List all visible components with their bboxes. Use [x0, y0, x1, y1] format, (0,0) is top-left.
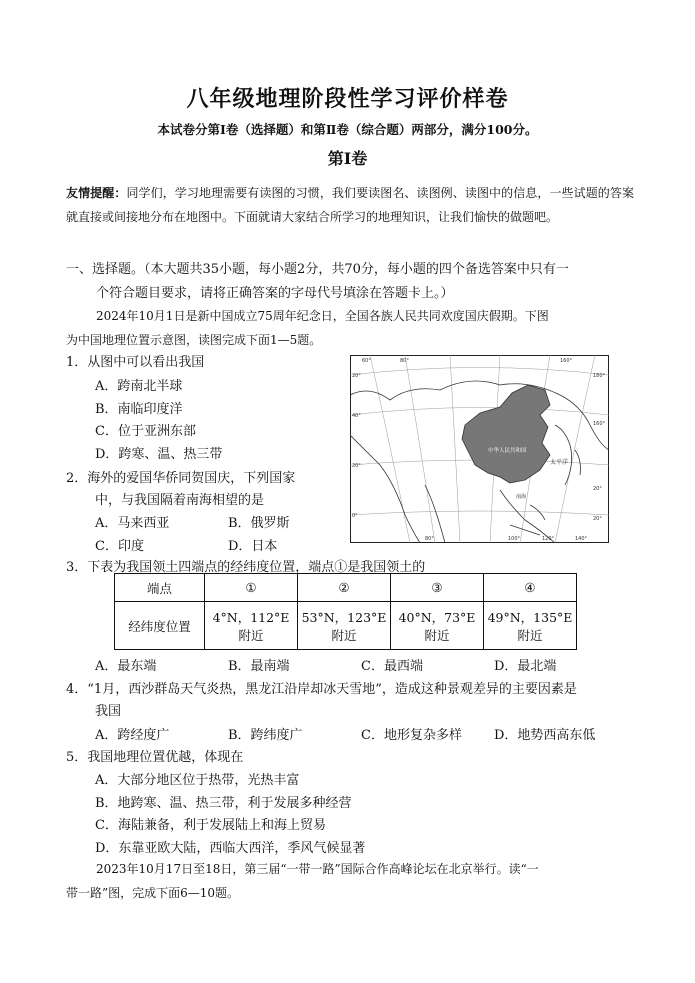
context2-line1: 2023年10月17日至18日，第三届“一带一路”国际合作高峰论坛在北京举行。读“一	[96, 862, 539, 876]
table-point-3: ③	[391, 574, 484, 602]
q3-stem: 3．下表为我国领土四端点的经纬度位置，端点①是我国领土的	[66, 560, 426, 575]
q5-option-a: A．大部分地区位于热带，光热丰富	[95, 773, 300, 788]
q5-option-b: B．地跨寒、温、热三带，利于发展多种经营	[95, 796, 352, 811]
tick-bottom-120: 120°	[542, 536, 555, 542]
reminder-text: 同学们，学习地理需要有读图的习惯，我们要读图名、读图例、读图中的信息，一些试题的答案就直接或间接地分布在地图中。下面就请大家结合所学习的地理知识，让我们愉快的做题吧。	[66, 186, 634, 224]
page-title: 八年级地理阶段性学习评价样卷	[186, 86, 509, 112]
tick-top-60: 60°	[362, 358, 371, 364]
q2-option-a: A．马来西亚	[95, 516, 170, 531]
section-title: 第Ⅰ卷	[327, 149, 368, 168]
q3-option-d: D．最北端	[494, 659, 557, 674]
extreme-points-table	[114, 573, 577, 650]
map-label-south-sea: 南海	[516, 494, 527, 500]
coord-value: 40°N，73°E	[398, 609, 476, 625]
q2-option-c: C．印度	[95, 539, 144, 554]
table-coord-1	[205, 602, 298, 650]
part1-heading-line1: 一、选择题。（本大题共35小题，每小题2分，共70分，每小题的四个备选答案中只有一	[66, 262, 569, 277]
table-coord-2	[298, 602, 391, 650]
q4-option-a: A．跨经度广	[95, 728, 170, 743]
table-point-4: ④	[484, 574, 577, 602]
table-coord-4	[484, 602, 577, 650]
q4-option-b: B．跨纬度广	[228, 728, 303, 743]
q4-stem-line1: 4．“1月，西沙群岛天气炎热，黑龙江沿岸却冰天雪地”，造成这种景观差异的主要因素是	[66, 682, 577, 697]
paper-subtitle: 本试卷分第Ⅰ卷（选择题）和第Ⅱ卷（综合题）两部分，满分100分。	[157, 122, 538, 137]
tick-top-160: 160°	[560, 358, 573, 364]
q5-stem: 5．我国地理位置优越，体现在	[66, 750, 244, 765]
q2-option-d: D．日本	[228, 539, 278, 554]
table-point-1: ①	[205, 574, 298, 602]
tick-right-20b: 20°	[593, 516, 602, 522]
q1-option-b: B．南临印度洋	[95, 402, 183, 417]
tick-bottom-80: 80°	[425, 536, 434, 542]
tick-right-180: 180°	[593, 373, 606, 379]
q5-option-d: D．东靠亚欧大陆，西临大西洋，季风气候显著	[95, 841, 366, 856]
coord-value: 4°N，112°E	[212, 609, 290, 625]
coord-value: 49°N，135°E	[487, 609, 573, 625]
china-location-map	[350, 355, 609, 543]
tick-left-20b: 20°	[352, 463, 361, 469]
tick-left-0: 0°	[352, 513, 358, 519]
q2-option-b: B．俄罗斯	[228, 516, 290, 531]
q4-stem-line2: 我国	[95, 704, 122, 719]
tick-bottom-140: 140°	[575, 536, 588, 542]
coord-suffix: 附近	[238, 627, 264, 643]
context2-line2: 带一路”图，完成下面6—10题。	[66, 886, 240, 900]
q3-option-a: A．最东端	[95, 659, 157, 674]
table-point-2: ②	[298, 574, 391, 602]
friendly-reminder	[66, 181, 634, 229]
coord-suffix: 附近	[517, 627, 543, 643]
map-label-pacific: 太平洋	[550, 459, 569, 466]
table-row	[115, 574, 577, 602]
table-row	[115, 602, 577, 650]
coord-value: 53°N，123°E	[301, 609, 387, 625]
q2-stem-line2: 中，与我国隔着南海相望的是	[95, 493, 265, 508]
coord-suffix: 附近	[424, 627, 450, 643]
q1-option-d: D．跨寒、温、热三带	[95, 447, 223, 462]
tick-top-80: 80°	[400, 358, 409, 364]
tick-bottom-100: 100°	[508, 536, 521, 542]
q5-option-c: C．海陆兼备，利于发展陆上和海上贸易	[95, 818, 326, 833]
table-row-label: 经纬度位置	[115, 602, 205, 650]
context1-line1: 2024年10月1日是新中国成立75周年纪念日，全国各族人民共同欢度国庆假期。下图	[96, 309, 549, 323]
q4-option-c: C．地形复杂多样	[361, 728, 462, 743]
q1-stem: 1．从图中可以看出我国	[66, 355, 205, 370]
table-coord-3	[391, 602, 484, 650]
tick-right-20a: 20°	[593, 486, 602, 492]
tick-right-160: 160°	[593, 421, 606, 427]
q4-option-d: D．地势西高东低	[494, 728, 596, 743]
map-label-china: 中华人民共和国	[488, 448, 527, 454]
table-header-label: 端点	[115, 574, 205, 602]
q3-option-c: C．最西端	[361, 659, 423, 674]
q1-option-a: A．跨南北半球	[95, 379, 183, 394]
q2-stem-line1: 2．海外的爱国华侨同贺国庆，下列国家	[66, 471, 296, 486]
reminder-label: 友情提醒：	[66, 186, 127, 200]
q1-option-c: C．位于亚洲东部	[95, 424, 196, 439]
tick-left-40: 40°	[352, 413, 361, 419]
part1-heading-line2: 个符合题目要求，请将正确答案的字母代号填涂在答题卡上。）	[96, 286, 454, 301]
coord-suffix: 附近	[331, 627, 357, 643]
tick-left-20a: 20°	[352, 373, 361, 379]
q3-option-b: B．最南端	[228, 659, 290, 674]
context1-line2: 为中国地理位置示意图，读图完成下面1—5题。	[66, 333, 322, 347]
